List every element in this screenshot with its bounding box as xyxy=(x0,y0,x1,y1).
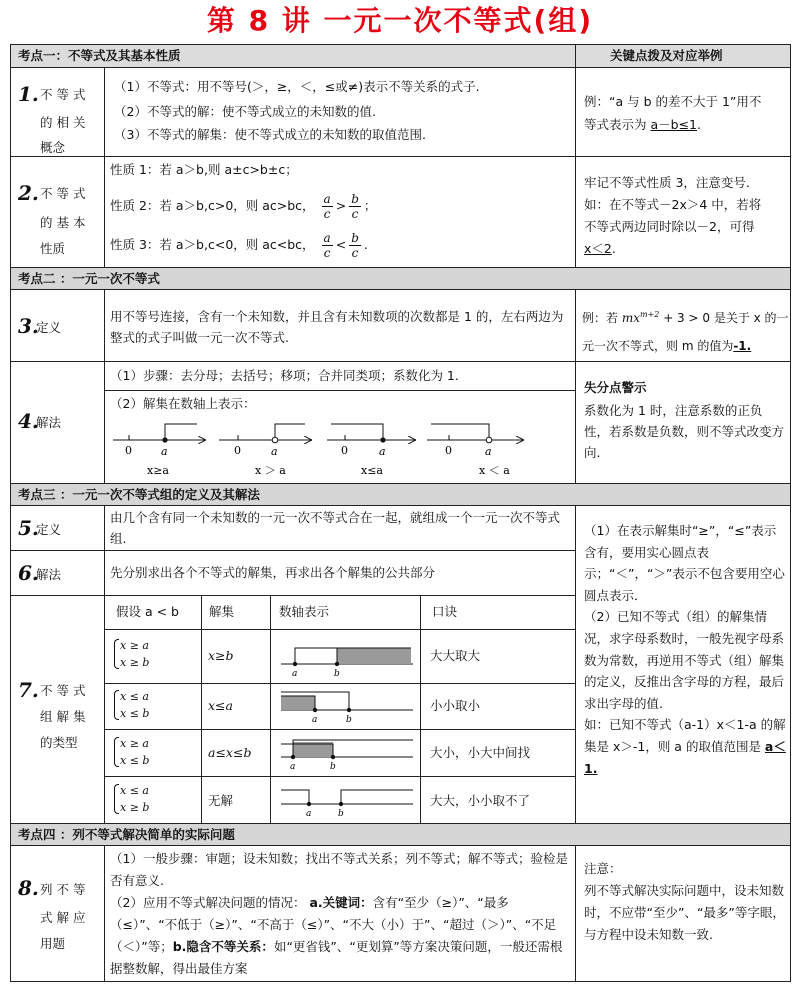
property-1: 性质 1：若 a＞b,则 a±c>b±c； xyxy=(110,162,298,177)
row7-label-3: 的类型 xyxy=(40,735,78,750)
section-3-answer: a＜1. xyxy=(584,738,786,776)
row1-label-3: 概念 xyxy=(40,140,66,155)
row3-answer: -1. xyxy=(733,339,752,353)
row2-label-2: 的 基 本 xyxy=(40,215,86,230)
svg-text:a: a xyxy=(290,762,296,772)
row7-number: 7. xyxy=(18,678,39,702)
col-head-solution: 解集 xyxy=(209,604,235,619)
row7-label-1: 不 等 式 xyxy=(40,683,86,698)
svg-text:a: a xyxy=(379,445,386,458)
rule-3: 大小，小大中间找 xyxy=(430,745,531,760)
row2-label-3: 性质 xyxy=(40,241,66,256)
row8-step-1: （1）一般步骤：审题；设未知数；找出不等式关系；列不等式；解不等式；验检是否有意义. xyxy=(110,851,568,888)
row6-number: 6. xyxy=(18,561,39,585)
page-title: 第 8 讲 一元一次不等式(组) xyxy=(206,4,594,37)
svg-text:0: 0 xyxy=(125,444,132,457)
number-line-2 xyxy=(219,424,311,477)
svg-text:0: 0 xyxy=(341,444,348,457)
row8-label-2: 式 解 应 xyxy=(40,910,86,925)
svg-text:b: b xyxy=(330,762,336,772)
row6-text: 先分别求出各个不等式的解集，再求出各个解集的公共部分 xyxy=(110,565,436,580)
svg-text:a: a xyxy=(161,445,168,458)
system-1: x ≥ a x ≥ b xyxy=(120,639,150,669)
notes-header: 关键点拨及对应举例 xyxy=(610,48,723,63)
col-head-numberline: 数轴表示 xyxy=(279,604,330,619)
row1-line-2: （2）不等式的解：使不等式成立的未知数的值. xyxy=(114,104,376,119)
sys-line-4 xyxy=(281,790,413,819)
row1-line-1: （1）不等式：用不等号(＞，≥，＜，≤或≠)表示不等关系的式子. xyxy=(114,79,480,94)
row4-label: 解法 xyxy=(36,415,62,430)
svg-text:0: 0 xyxy=(445,444,452,457)
section-3-note: （1）在表示解集时“≥”，“≤”表示含有，要用实心圆点表示；“＜”，“＞”表示不包含要用空心圆点表示． （2）已知不等式（组）的解集情况，求字母系数时，一般先视字母系数为常数，再逆用不等式（组）解集的定义，反推出含字母的方程，最后求出字母的值. 如：已知不等式（a-1）x＜1-a 的解集是 x＞-1，则 a 的取值范围是 a＜1. xyxy=(584,523,786,776)
system-4: x ≤ a x ≥ b xyxy=(120,784,150,814)
row2-note-2: 如：在不等式－2x＞4 中，若将 xyxy=(584,197,762,212)
warning-title: 失分点警示 xyxy=(584,380,647,395)
col-head-assume: 假设 a < b xyxy=(116,604,179,619)
row2-note-3: 不等式两边同时除以－2，可得 xyxy=(584,219,755,234)
row1-number: 1. xyxy=(18,82,39,106)
row5-label: 定义 xyxy=(36,522,62,537)
svg-text:0: 0 xyxy=(234,444,241,457)
solution-4: 无解 xyxy=(208,793,234,808)
solution-1: x≥b xyxy=(208,648,234,663)
row2-number: 2. xyxy=(18,181,39,205)
svg-text:a: a xyxy=(485,445,492,458)
row1-note-2: 等式表示为 a－b≤1. xyxy=(584,117,701,132)
svg-text:x ＞ a: x ＞ a xyxy=(255,464,286,477)
row6-label: 解法 xyxy=(36,567,62,582)
section-2-title: 考点二 ：一元一次不等式 xyxy=(18,271,160,286)
row1-note-1: 例：“a 与 b 的差不大于 1”用不 xyxy=(584,94,762,109)
row4-number: 4. xyxy=(18,409,39,433)
row5-number: 5. xyxy=(18,516,39,540)
section-1-title: 考点一：不等式及其基本性质 xyxy=(18,48,181,63)
row1-label-2: 的 相 关 xyxy=(40,115,86,130)
row3-label: 定义 xyxy=(36,320,62,335)
system-number-lines xyxy=(271,630,419,823)
number-line-4 xyxy=(427,424,523,477)
row8-number: 8. xyxy=(18,876,39,900)
svg-text:b: b xyxy=(346,715,352,725)
row8-step-2: （2）应用不等式解决问题的情况： a.关键词：含有“至少（≥）”、“最多（≤）”、“不低于（≥）”、“不高于（≤）”、“不大（小）于”、“超过（＞）”、“不足（＜）”等；b.隐含不等关系：如“更省钱”、“更划算”等方案决策问题，一般还需根据整数解，得出最佳方案 xyxy=(110,895,563,976)
row8-label-3: 用题 xyxy=(40,936,66,951)
property-3: 性质 3：若 a＞b,c<0，则 ac<bc， $\frac{a}{c}$ < $\frac{b}{c}$ . xyxy=(110,231,368,260)
number-line-1 xyxy=(113,424,205,477)
row2-note-4: x＜2. xyxy=(584,241,616,256)
svg-text:a: a xyxy=(312,715,318,725)
row3-text: 用不等号连接，含有一个未知数，并且含有未知数项的次数都是 1 的，左右两边为整式的式子叫做一元一次不等式. xyxy=(110,309,564,345)
row2-note-1: 牢记不等式性质 3，注意变号. xyxy=(584,175,750,190)
row8-label-1: 列 不 等 xyxy=(40,882,86,897)
sys-line-3 xyxy=(281,740,413,772)
svg-text:x≤a: x≤a xyxy=(361,464,383,477)
svg-text:b: b xyxy=(338,809,344,819)
solution-3: a≤x≤b xyxy=(208,745,252,760)
row7-label-2: 组 解 集 xyxy=(40,709,86,724)
row1-label-1: 不 等 式 xyxy=(40,87,86,102)
rule-2: 小小取小 xyxy=(430,698,481,713)
row4-step-2: （2）解集在数轴上表示： xyxy=(110,396,256,411)
section-4-title: 考点四 ：列不等式解决简单的实际问题 xyxy=(18,827,235,842)
svg-text:b: b xyxy=(334,669,340,679)
sys-line-2 xyxy=(281,692,413,725)
sys-line-1 xyxy=(281,648,413,679)
system-2: x ≤ a x ≤ b xyxy=(120,690,150,720)
number-line-3 xyxy=(327,424,415,477)
row1-answer: a－b≤1 xyxy=(650,117,698,132)
row3-example-1: 例：若 $mx^{m+2} + 3 > 0$ 是关于 x 的一 xyxy=(582,310,789,325)
svg-text:x ＜ a: x ＜ a xyxy=(479,464,510,477)
solution-2: x≤a xyxy=(208,698,233,713)
row2-label-1: 不 等 式 xyxy=(40,186,86,201)
svg-text:a: a xyxy=(292,669,298,679)
warning-text: 系数化为 1 时，注意系数的正负性，若系数是负数，则不等式改变方向. xyxy=(584,403,785,460)
row3-number: 3. xyxy=(18,314,39,338)
svg-text:x≥a: x≥a xyxy=(147,464,169,477)
property-2: 性质 2：若 a＞b,c>0，则 ac>bc， $\frac{a}{c}$ > $\frac{b}{c}$ ； xyxy=(110,192,377,221)
number-line-diagrams xyxy=(105,414,573,480)
rule-1: 大大取大 xyxy=(430,648,481,663)
row2-answer: x＜2 xyxy=(584,241,612,256)
section-3-title: 考点三 ：一元一次不等式组的定义及其解法 xyxy=(18,487,260,502)
rule-4: 大大，小小取不了 xyxy=(430,793,531,808)
col-head-rule: 口诀 xyxy=(432,604,458,619)
row3-example-2: 元一次不等式，则 m 的值为-1. xyxy=(582,339,752,353)
system-3: x ≥ a x ≤ b xyxy=(120,737,150,767)
row8-note: 注意： 列不等式解决实际问题中，设未知数时，不应带“至少”、“最多”等字眼，与方程中设未知数一致. xyxy=(584,861,785,942)
svg-text:a: a xyxy=(306,809,312,819)
row5-text: 由几个含有同一个未知数的一元一次不等式合在一起，就组成一个一元一次不等式组. xyxy=(110,510,561,546)
svg-text:a: a xyxy=(271,445,278,458)
row1-line-3: （3）不等式的解集：使不等式成立的未知数的取值范围. xyxy=(114,127,426,142)
row4-step-1: （1）步骤：去分母；去括号；移项；合并同类项；系数化为 1. xyxy=(110,368,459,383)
